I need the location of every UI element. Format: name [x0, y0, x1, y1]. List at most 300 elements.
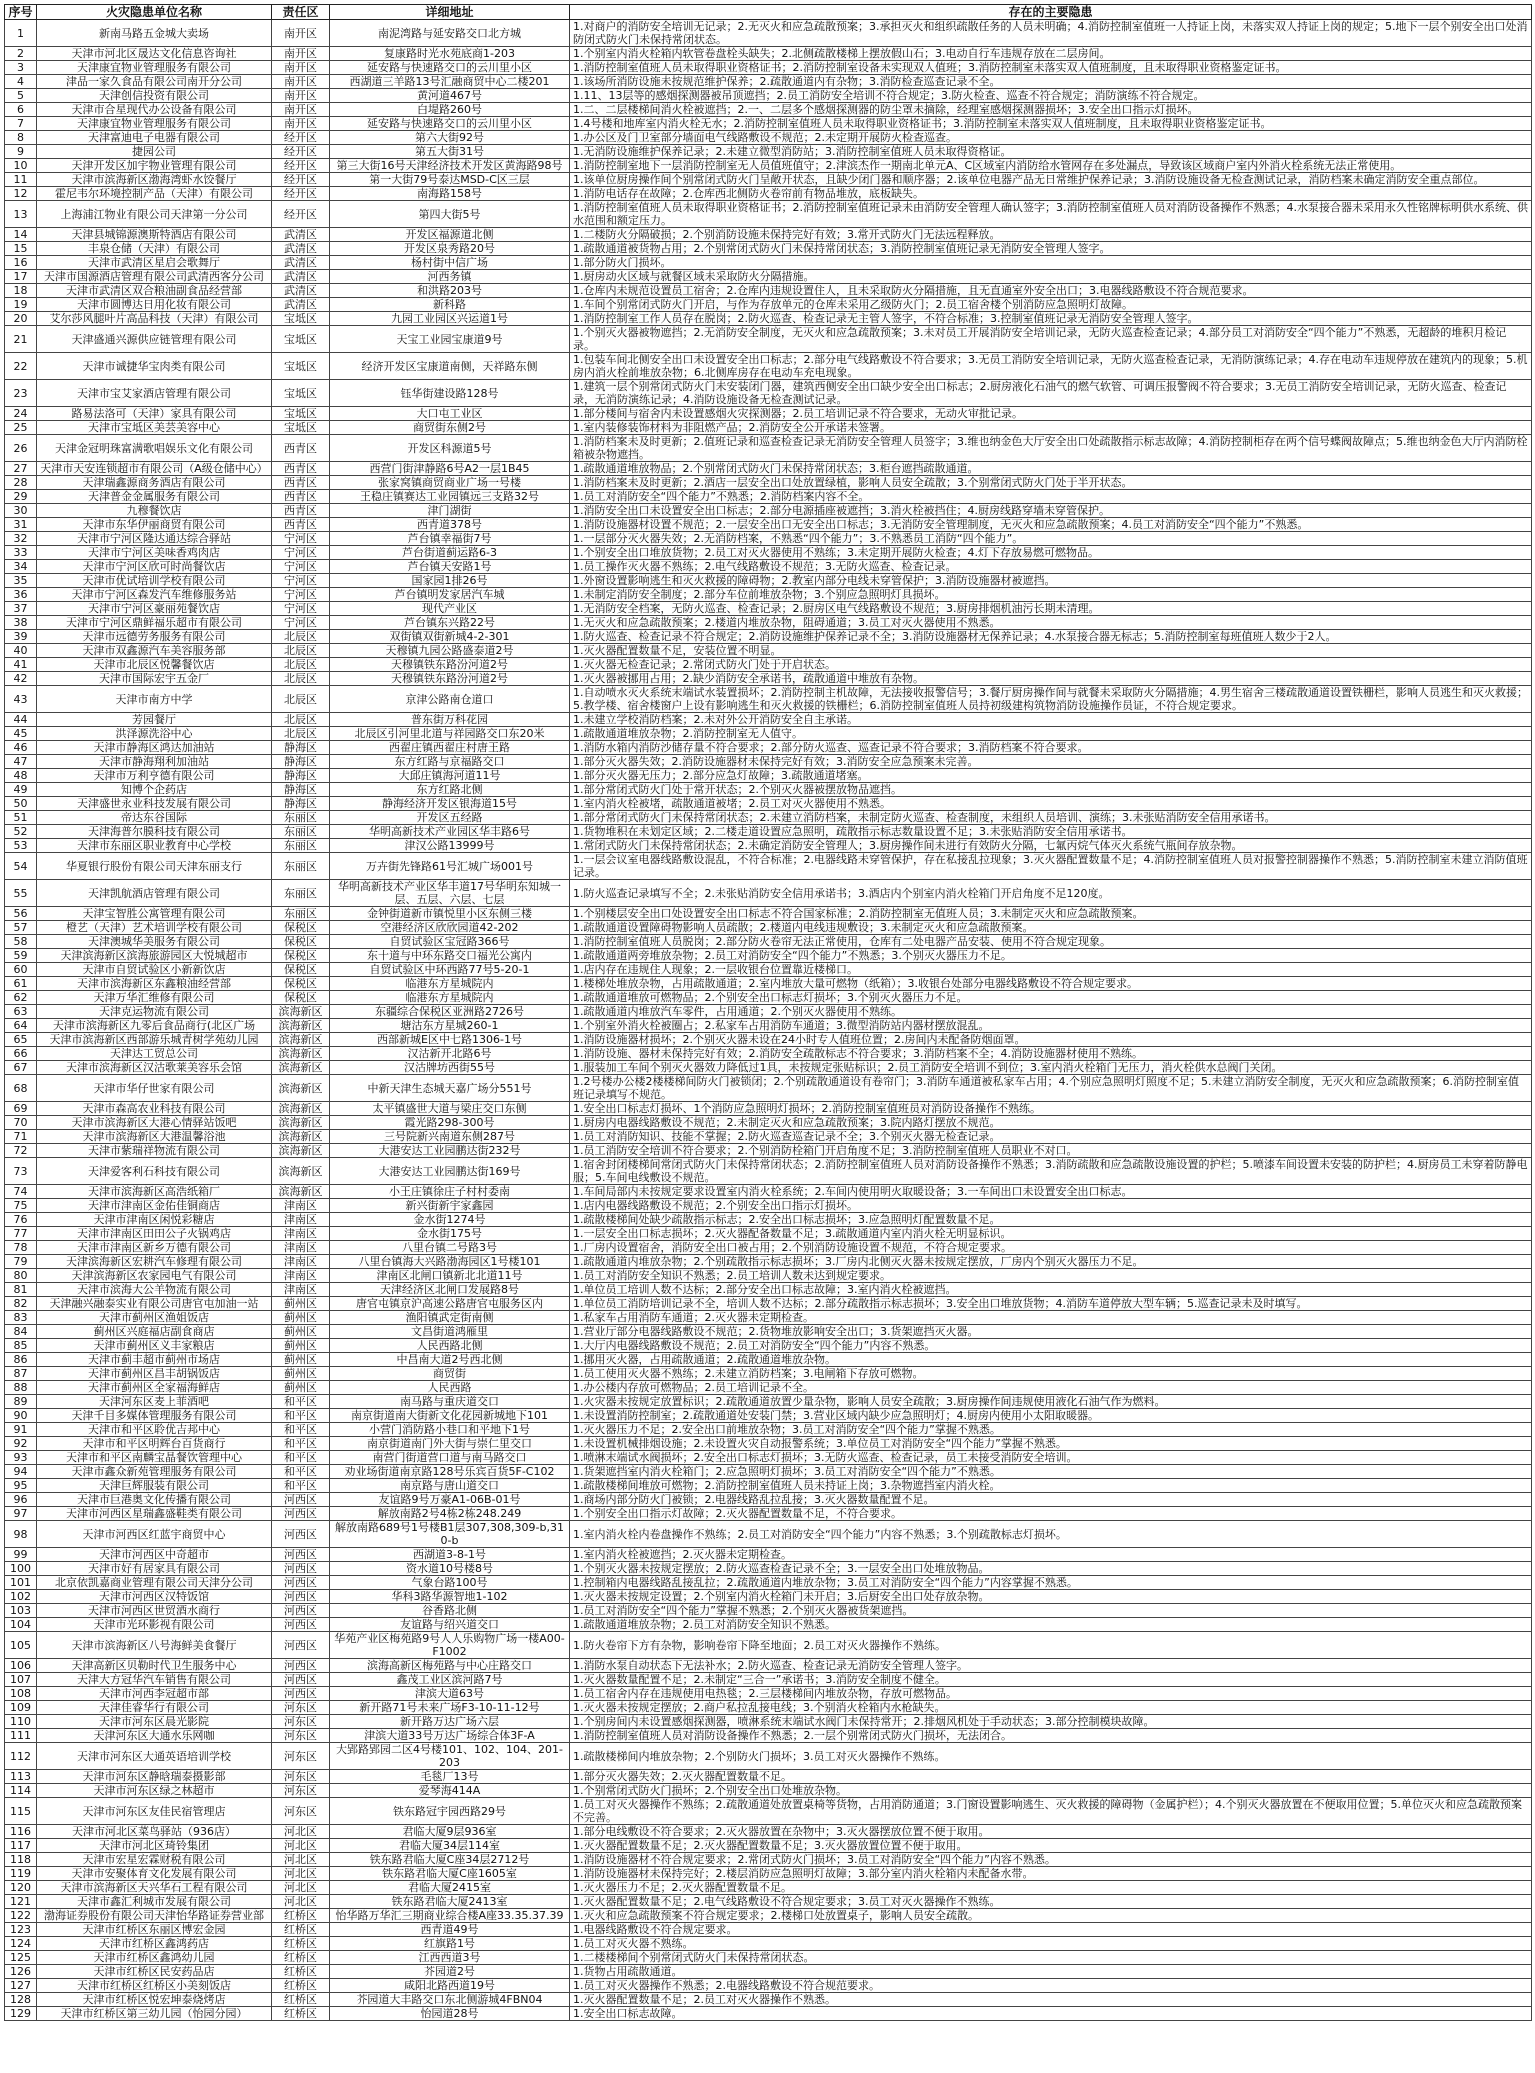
cell-district: 滨海新区	[272, 1130, 330, 1144]
cell-serial: 93	[5, 1451, 37, 1465]
cell-district: 和平区	[272, 1423, 330, 1437]
cell-unit-name: 天津市鑫汇利城市发展有限公司	[37, 1895, 272, 1909]
cell-unit-name: 天津市河东区晨光影院	[37, 1715, 272, 1729]
cell-address: 第一大街79号泰达MSD-C区三层	[330, 173, 570, 187]
cell-serial: 69	[5, 1102, 37, 1116]
cell-address: 霞光路298-300号	[330, 1116, 570, 1130]
table-row	[5, 1102, 1532, 1116]
cell-address: 天穆镇九园公路盛泰道2号	[330, 644, 570, 658]
cell-hazards: 1.办公区及门卫室部分墙面电气线路敷设不规范；2.未定期开展防火检查巡查。	[570, 131, 1532, 145]
cell-hazards: 1.未制定消防安全制度；2.部分车位前堆放杂物；3.个别应急照明灯具损坏。	[570, 588, 1532, 602]
cell-district: 宁河区	[272, 532, 330, 546]
cell-unit-name: 九穆餐饮店	[37, 504, 272, 518]
cell-unit-name: 天津市万利亨德有限公司	[37, 769, 272, 783]
cell-unit-name: 天津市紫瑞祥物流有限公司	[37, 1144, 272, 1158]
cell-hazards: 1.营业厅部分电器线路敷设不规范；2.货物堆放影响安全出口；3.货架遮挡灭火器。	[570, 1325, 1532, 1339]
cell-district: 西青区	[272, 462, 330, 476]
table-row	[5, 61, 1532, 75]
cell-serial: 10	[5, 159, 37, 173]
cell-unit-name: 天津市和平区南麟宝晶餐饮管理中心	[37, 1451, 272, 1465]
cell-district: 河北区	[272, 1825, 330, 1839]
table-row	[5, 270, 1532, 284]
table-row	[5, 435, 1532, 462]
cell-unit-name: 天津市河东区绿之林超市	[37, 1784, 272, 1798]
cell-serial: 92	[5, 1437, 37, 1451]
cell-unit-name: 天津市红桥区东丽区博宏金园	[37, 1923, 272, 1937]
table-row	[5, 907, 1532, 921]
cell-unit-name: 新南马路五金城大卖场	[37, 20, 272, 47]
cell-address: 气象台路100号	[330, 1576, 570, 1590]
cell-district: 经开区	[272, 131, 330, 145]
table-row	[5, 1770, 1532, 1784]
cell-district: 南开区	[272, 75, 330, 89]
header-row	[5, 5, 1532, 20]
cell-district: 北辰区	[272, 658, 330, 672]
cell-district: 红桥区	[272, 1993, 330, 2007]
cell-district: 滨海新区	[272, 1033, 330, 1047]
cell-unit-name: 天津河东区麦上菲酒吧	[37, 1395, 272, 1409]
cell-serial: 51	[5, 811, 37, 825]
cell-unit-name: 天津金冠明珠富满歌唱娱乐文化有限公司	[37, 435, 272, 462]
cell-hazards: 1.疏散楼梯间堆放可燃物；2.消防控制室值班人员未持证上岗；3.杂物遮挡室内消火栓。	[570, 1479, 1532, 1493]
cell-unit-name: 天津县城锦源澳斯特酒店有限公司	[37, 228, 272, 242]
table-row	[5, 797, 1532, 811]
cell-address: 开发区泉秀路20号	[330, 242, 570, 256]
table-row	[5, 1659, 1532, 1673]
cell-unit-name: 天津市武清区星启会歌舞厅	[37, 256, 272, 270]
cell-hazards: 1.疏散通道被货物占用；2.个别常闭式防火门未保持常闭状态；3.消防控制室值班记录无消防安全管理人签字。	[570, 242, 1532, 256]
cell-hazards: 1.该场所消防设施未按规范维护保养；2.疏散通道内有杂物；3.消防检查巡查记录不全。	[570, 75, 1532, 89]
table-row	[5, 131, 1532, 145]
cell-unit-name: 天津市滨海新区高浩纸箱厂	[37, 1185, 272, 1199]
cell-serial: 35	[5, 574, 37, 588]
cell-address: 新兴街新宇家鑫园	[330, 1199, 570, 1213]
cell-district: 保税区	[272, 949, 330, 963]
cell-hazards: 1.车间局部内未按规定要求设置室内消火栓系统；2.车间内使用明火取暖设备；3.一车间出口未设置安全出口标志。	[570, 1185, 1532, 1199]
cell-district: 南开区	[272, 20, 330, 47]
cell-hazards: 1.室内消火栓被堵，疏散通道被堵；2.员工对灭火器使用不熟悉。	[570, 797, 1532, 811]
table-row	[5, 546, 1532, 560]
cell-serial: 122	[5, 1909, 37, 1923]
cell-unit-name: 天津市津南区新乡万德有限公司	[37, 1241, 272, 1255]
table-row	[5, 228, 1532, 242]
cell-address: 友谊路9号万豪A1-06B-01号	[330, 1493, 570, 1507]
cell-address: 东十道与中环东路交口福光公寓内	[330, 949, 570, 963]
cell-address: 铁东路君临大厦C座34层2712号	[330, 1853, 570, 1867]
cell-district: 北辰区	[272, 630, 330, 644]
cell-unit-name: 天津海普尔膜科技有限公司	[37, 825, 272, 839]
cell-address: 东疆综合保税区亚洲路2726号	[330, 1005, 570, 1019]
cell-serial: 64	[5, 1019, 37, 1033]
cell-unit-name: 天津千目多媒体管理服务有限公司	[37, 1409, 272, 1423]
cell-unit-name: 天津市红桥区悦宏坤泰烧烤店	[37, 1993, 272, 2007]
cell-serial: 1	[5, 20, 37, 47]
header-hazards: 存在的主要隐患	[570, 5, 1532, 20]
cell-hazards: 1.消防控制室地下一层消防控制室无人员值班值守；2.津滨杰作一期南北单元A、C区域室内消防给水管网存在多处漏点，导致该区域商户室内外消火栓系统无法正常使用。	[570, 159, 1532, 173]
table-row	[5, 1325, 1532, 1339]
table-row	[5, 1144, 1532, 1158]
cell-serial: 45	[5, 727, 37, 741]
table-row	[5, 880, 1532, 907]
cell-unit-name: 天津市蓟州区义丰家粮店	[37, 1339, 272, 1353]
cell-hazards: 1.单位员工消防培训记录不全，培训人数不达标；2.部分疏散指示标志损坏；3.安全出口堆放货物；4.消防车道停放大型车辆；5.巡查记录未及时填写。	[570, 1297, 1532, 1311]
cell-district: 河西区	[272, 1562, 330, 1576]
cell-hazards: 1.未设置机械排烟设施；2.未设置火灾自动报警系统；3.单位员工对消防安全“四个能力”掌握不熟悉。	[570, 1437, 1532, 1451]
cell-district: 保税区	[272, 991, 330, 1005]
cell-district: 红桥区	[272, 1923, 330, 1937]
cell-unit-name: 艾尔莎风腿叶片高品科技（天津）有限公司	[37, 312, 272, 326]
cell-hazards: 1.室内消火栓内卷盘操作不熟练；2.员工对消防安全“四个能力”内容不熟悉；3.个别疏散标志灯损坏。	[570, 1521, 1532, 1548]
cell-serial: 124	[5, 1937, 37, 1951]
cell-district: 西青区	[272, 490, 330, 504]
header-district: 责任区	[272, 5, 330, 20]
cell-district: 西青区	[272, 435, 330, 462]
cell-district: 和平区	[272, 1465, 330, 1479]
cell-hazards: 1.建筑一层个别常闭式防火门未安装闭门器，建筑西侧安全出口缺少安全出口标志；2.厨房液化石油气的燃气软管、可调压报警阀不符合要求；3.无员工消防安全培训记录，无防火巡查、检查记录，无消防演练记录；4.消防设施设备无检查测试记录。	[570, 380, 1532, 407]
cell-district: 河北区	[272, 1853, 330, 1867]
hazard-table	[4, 4, 1532, 2021]
cell-address: 西湖道3-8-1号	[330, 1548, 570, 1562]
table-row	[5, 963, 1532, 977]
table-row	[5, 1604, 1532, 1618]
cell-serial: 68	[5, 1075, 37, 1102]
cell-district: 北辰区	[272, 713, 330, 727]
cell-district: 武清区	[272, 242, 330, 256]
table-row	[5, 1185, 1532, 1199]
cell-district: 滨海新区	[272, 1158, 330, 1185]
cell-address: 第三大街16号天津经济技术开发区黄海路98号	[330, 159, 570, 173]
cell-hazards: 1.服装加工车间个别灭火器效力降低过1具，未按规定张贴标识；2.员工消防安全培训不到位；3.室内消火栓箱门无压力，消火栓供水总阀门关闭。	[570, 1061, 1532, 1075]
cell-hazards: 1.员工对消防知识、技能不掌握；2.防火巡查巡查记录不全；3.个别灭火器无检查记录。	[570, 1130, 1532, 1144]
cell-unit-name: 天津克运物流有限公司	[37, 1005, 272, 1019]
cell-unit-name: 天津市蓟州区渔姐饭店	[37, 1311, 272, 1325]
cell-unit-name: 天津市宁河区美味香鸡肉店	[37, 546, 272, 560]
table-row	[5, 1033, 1532, 1047]
cell-address: 南京街道南门外大街与崇仁里交口	[330, 1437, 570, 1451]
cell-unit-name: 天津市宁河区鼎鲜福乐超市有限公司	[37, 616, 272, 630]
cell-serial: 102	[5, 1590, 37, 1604]
cell-unit-name: 天津市河北区琦铃集团	[37, 1839, 272, 1853]
cell-address: 江西西道3号	[330, 1951, 570, 1965]
cell-address: 君临大厦34层114室	[330, 1839, 570, 1853]
cell-serial: 47	[5, 755, 37, 769]
table-row	[5, 921, 1532, 935]
cell-hazards: 1.疏散通道内堆放杂物；2.个别疏散指示标志损坏；3.厂房内北侧灭火器未按规定摆放，厂房内个别灭火器压力不足。	[570, 1255, 1532, 1269]
cell-district: 河西区	[272, 1548, 330, 1562]
cell-address: 黄河道467号	[330, 89, 570, 103]
cell-district: 蓟州区	[272, 1367, 330, 1381]
cell-address: 西湖道三羊路13号汇融商贸中心二楼201	[330, 75, 570, 89]
table-row	[5, 755, 1532, 769]
cell-unit-name: 天津普金金属服务有限公司	[37, 490, 272, 504]
cell-unit-name: 天津市滨海新区大港心情驿站饭吧	[37, 1116, 272, 1130]
cell-address: 唐官屯镇京沪高速公路唐官屯服务区内	[330, 1297, 570, 1311]
cell-address: 八里台镇二号路3号	[330, 1241, 570, 1255]
cell-serial: 79	[5, 1255, 37, 1269]
cell-serial: 41	[5, 658, 37, 672]
cell-district: 经开区	[272, 145, 330, 159]
cell-district: 津南区	[272, 1241, 330, 1255]
cell-district: 河西区	[272, 1673, 330, 1687]
cell-serial: 101	[5, 1576, 37, 1590]
cell-hazards: 1.厂房内设置宿舍，消防安全出口被占用；2.个别消防设施设置不规范，不符合规定要求。	[570, 1241, 1532, 1255]
cell-address: 自贸试验区中环西路77号5-20-1	[330, 963, 570, 977]
cell-district: 和平区	[272, 1395, 330, 1409]
cell-unit-name: 天津市红桥区民安药品店	[37, 1965, 272, 1979]
cell-hazards: 1.灭火和应急疏散预案不符合规定要求；2.楼梯口处放置桌子，影响人员安全疏散。	[570, 1909, 1532, 1923]
cell-serial: 3	[5, 61, 37, 75]
cell-district: 河西区	[272, 1618, 330, 1632]
cell-district: 宁河区	[272, 546, 330, 560]
table-row	[5, 1701, 1532, 1715]
cell-unit-name: 天津市北辰区悦馨餐饮店	[37, 658, 272, 672]
cell-district: 南开区	[272, 89, 330, 103]
cell-serial: 75	[5, 1199, 37, 1213]
cell-address: 小营门消防路小巷口和平地下1号	[330, 1423, 570, 1437]
cell-unit-name: 天津市红桥区第三幼儿园（怡园分园）	[37, 2007, 272, 2021]
table-row	[5, 672, 1532, 686]
cell-serial: 74	[5, 1185, 37, 1199]
table-row	[5, 1798, 1532, 1825]
cell-hazards: 1.员工使用灭火器不熟练；2.未建立消防档案；3.电闸箱下存放可燃物。	[570, 1367, 1532, 1381]
cell-hazards: 1.无消防安全档案，无防火巡查、检查记录；2.厨房区电气线路敷设不规范；3.厨房排烟机油污长期未清理。	[570, 602, 1532, 616]
cell-district: 滨海新区	[272, 1061, 330, 1075]
cell-address: 金水街1274号	[330, 1213, 570, 1227]
cell-serial: 46	[5, 741, 37, 755]
cell-unit-name: 路易法洛可（天津）家具有限公司	[37, 407, 272, 421]
cell-hazards: 1.宿舍封闭楼梯间常闭式防火门未保持常闭状态；2.消防控制室值班人员对消防设备操作不熟悉；3.消防疏散和应急疏散设施设置的护栏；5.喷漆车间设置未安装的防护栏；4.厨房员工未穿着防静电服；5.车间电线敷设不规范。	[570, 1158, 1532, 1185]
cell-unit-name: 天津市安聚体育文化发展有限公司	[37, 1867, 272, 1881]
cell-district: 东丽区	[272, 880, 330, 907]
cell-unit-name: 天津澳城华美服务有限公司	[37, 935, 272, 949]
cell-serial: 6	[5, 103, 37, 117]
cell-unit-name: 天津市武清区双合粮油副食品经营部	[37, 284, 272, 298]
table-row	[5, 1895, 1532, 1909]
cell-district: 静海区	[272, 783, 330, 797]
cell-district: 津南区	[272, 1269, 330, 1283]
table-row	[5, 853, 1532, 880]
table-row	[5, 201, 1532, 228]
cell-unit-name: 帝达东谷国际	[37, 811, 272, 825]
cell-hazards: 1.疏散通道堆放可燃物品；2.个别安全出口标志灯损坏；3.个别灭火器压力不足。	[570, 991, 1532, 1005]
cell-serial: 105	[5, 1632, 37, 1659]
table-row	[5, 686, 1532, 713]
cell-serial: 50	[5, 797, 37, 811]
cell-address: 现代产业区	[330, 602, 570, 616]
cell-hazards: 1.对商户的消防安全培训无记录；2.无灭火和应急疏散预案；3.承担灭火和组织疏散任务的人员未明确；4.消防控制室值班一人持证上岗，未落实双人持证上岗的规定；5.地下一层个别安全出口处消防闭式防火门未保持常闭状态。	[570, 20, 1532, 47]
cell-hazards: 1.个别房间内未设置感烟探测器，喷淋系统末端试水阀门未保持常开；2.排烟风机处于手动状态；3.部分控制模块故障。	[570, 1715, 1532, 1729]
cell-unit-name: 天津市滨海新区天兴华石工程有限公司	[37, 1881, 272, 1895]
cell-unit-name: 天津市河西区星瑞鑫盛鞋类有限公司	[37, 1507, 272, 1521]
cell-address: 友谊路与绍兴道交口	[330, 1618, 570, 1632]
cell-address: 双街镇双街新城4-2-301	[330, 630, 570, 644]
cell-hazards: 1.灭火器配置数量不足，安装位置不明显。	[570, 644, 1532, 658]
cell-district: 和平区	[272, 1409, 330, 1423]
cell-hazards: 1.部分楼间与宿舍内未设置感烟火灾探测器；2.员工培训记录不符合要求，无动火审批记录。	[570, 407, 1532, 421]
cell-hazards: 1.员工对灭火器不熟练。	[570, 1937, 1532, 1951]
table-row	[5, 1965, 1532, 1979]
cell-unit-name: 天津市滨海新区八号海鲜美食餐厅	[37, 1632, 272, 1659]
cell-serial: 95	[5, 1479, 37, 1493]
cell-district: 河东区	[272, 1784, 330, 1798]
cell-hazards: 1.店内电器线路敷设不规范；2.个别安全出口指示灯损坏。	[570, 1199, 1532, 1213]
cell-serial: 21	[5, 326, 37, 353]
cell-serial: 55	[5, 880, 37, 907]
cell-district: 河北区	[272, 1839, 330, 1853]
cell-hazards: 1.员工消防安全培训不符合要求；2.个别消防栓箱门开启角度不足；3.消防控制室值班人员职业不对口。	[570, 1144, 1532, 1158]
table-row	[5, 1269, 1532, 1283]
cell-unit-name: 天津河东区大通水乐网咖	[37, 1729, 272, 1743]
cell-address: 大港安达工业园鹏达街169号	[330, 1158, 570, 1185]
cell-address: 复康路时光水苑底商1-203	[330, 47, 570, 61]
table-row	[5, 574, 1532, 588]
cell-district: 津南区	[272, 1199, 330, 1213]
cell-serial: 44	[5, 713, 37, 727]
cell-address: 西青道49号	[330, 1923, 570, 1937]
cell-serial: 91	[5, 1423, 37, 1437]
cell-address: 华科3路华源智地1-102	[330, 1590, 570, 1604]
cell-unit-name: 天津滨海新区农家园电气有限公司	[37, 1269, 272, 1283]
table-row	[5, 117, 1532, 131]
cell-serial: 23	[5, 380, 37, 407]
cell-address: 铁东路君临大厦C座1605室	[330, 1867, 570, 1881]
cell-serial: 52	[5, 825, 37, 839]
cell-district: 宁河区	[272, 574, 330, 588]
table-row	[5, 89, 1532, 103]
header-unit-name: 火灾隐患单位名称	[37, 5, 272, 20]
cell-unit-name: 天津市华仔世家有限公司	[37, 1075, 272, 1102]
cell-district: 蓟州区	[272, 1297, 330, 1311]
table-row	[5, 1632, 1532, 1659]
cell-district: 南开区	[272, 47, 330, 61]
cell-hazards: 1.二楼楼梯间个别常闭式防火门未保持常闭状态。	[570, 1951, 1532, 1965]
cell-serial: 2	[5, 47, 37, 61]
cell-serial: 28	[5, 476, 37, 490]
cell-address: 怡园道28号	[330, 2007, 570, 2021]
cell-serial: 18	[5, 284, 37, 298]
cell-district: 东丽区	[272, 811, 330, 825]
cell-hazards: 1.灭火器压力不足；2.灭火器配置数量不足。	[570, 1881, 1532, 1895]
cell-hazards: 1.部分灭火器失效；2.灭火器配置数量不足。	[570, 1770, 1532, 1784]
cell-hazards: 1.消防电话存在故障；2.仓库西北侧防火卷帘前有物品堆放，底板缺失。	[570, 187, 1532, 201]
cell-unit-name: 天津市南方中学	[37, 686, 272, 713]
cell-serial: 88	[5, 1381, 37, 1395]
cell-hazards: 1.外窗设置影响逃生和灭火救援的障碍物；2.教室内部分电线未穿管保护；3.消防设施器材被遮挡。	[570, 574, 1532, 588]
cell-serial: 40	[5, 644, 37, 658]
cell-address: 商贸街	[330, 1367, 570, 1381]
cell-address: 津南区北闸口镇新北北道11号	[330, 1269, 570, 1283]
cell-unit-name: 天津市河东区静晗瑞泰摄影部	[37, 1770, 272, 1784]
cell-district: 南开区	[272, 117, 330, 131]
cell-district: 宁河区	[272, 616, 330, 630]
cell-hazards: 1.消防档案未及时更新；2.酒店一层安全出口处放置绿植，影响人员安全疏散；3.个别常闭式防火门处于半开状态。	[570, 476, 1532, 490]
cell-hazards: 1.火灾器未按规定放置标识；2.疏散通道放置少量杂物，影响人员安全疏散；3.厨房操作间违规使用液化石油气作为燃料。	[570, 1395, 1532, 1409]
cell-district: 津南区	[272, 1283, 330, 1297]
table-row	[5, 1839, 1532, 1853]
table-row	[5, 1019, 1532, 1033]
cell-serial: 22	[5, 353, 37, 380]
cell-unit-name: 天津盛世永业科技发展有限公司	[37, 797, 272, 811]
cell-serial: 62	[5, 991, 37, 1005]
cell-district: 武清区	[272, 270, 330, 284]
table-row	[5, 1297, 1532, 1311]
cell-hazards: 1.灭火器配置数量不足；2.灭火器配置数量不足；3.灭火器放置位置不便于取用。	[570, 1839, 1532, 1853]
cell-hazards: 1.灭火器未按规定设置；2.个别室内消火栓箱门未开启；3.后厨安全出口处存放杂物。	[570, 1590, 1532, 1604]
cell-hazards: 1.室内消火栓被遮挡；2.灭火器未定期检查。	[570, 1548, 1532, 1562]
cell-district: 宁河区	[272, 602, 330, 616]
cell-serial: 98	[5, 1521, 37, 1548]
cell-unit-name: 天津市国源酒店管理有限公司武清西客分公司	[37, 270, 272, 284]
table-row	[5, 462, 1532, 476]
cell-hazards: 1.厨房内电器线路敷设不规范；2.未制定灭火和应急疏散预案；3.院内路灯摆放不规范。	[570, 1116, 1532, 1130]
cell-unit-name: 天津万华汇维修有限公司	[37, 991, 272, 1005]
cell-address: 芥园道2号	[330, 1965, 570, 1979]
cell-hazards: 1.灭火器配置数量不足；2.电气线路敷设不符合规定要求；3.员工对灭火器操作不熟练。	[570, 1895, 1532, 1909]
cell-hazards: 1.员工操作灭火器不熟练；2.电气线路敷设不规范；3.无防火巡查、检查记录。	[570, 560, 1532, 574]
cell-address: 解放南路2号4栋2栋248.249	[330, 1507, 570, 1521]
cell-unit-name: 橙艺（天津）艺术培训学校有限公司	[37, 921, 272, 935]
cell-address: 八里台镇海大兴路渤海园区1号楼101	[330, 1255, 570, 1269]
cell-address: 华明高新技术产业区华丰道17号华明东知城一层、五层、六层、七层	[330, 880, 570, 907]
cell-serial: 120	[5, 1881, 37, 1895]
cell-serial: 32	[5, 532, 37, 546]
cell-hazards: 1.消防设施、器材未保持完好有效；2.消防安全疏散标志不符合要求；3.消防档案不全；4.消防设施器材使用不熟练。	[570, 1047, 1532, 1061]
cell-district: 河西区	[272, 1521, 330, 1548]
cell-serial: 111	[5, 1729, 37, 1743]
cell-address: 中昌南大道2号西北侧	[330, 1353, 570, 1367]
cell-hazards: 1.员工对消防安全“四个能力”掌握不熟悉；2.个别灭火器被货架遮挡。	[570, 1604, 1532, 1618]
table-row	[5, 1075, 1532, 1102]
cell-serial: 17	[5, 270, 37, 284]
cell-serial: 27	[5, 462, 37, 476]
cell-serial: 129	[5, 2007, 37, 2021]
cell-district: 武清区	[272, 256, 330, 270]
cell-address: 延安路与快速路交口的云川里小区	[330, 61, 570, 75]
cell-address: 君临大厦2415室	[330, 1881, 570, 1895]
cell-unit-name: 天津市宁河区豪丽苑餐饮店	[37, 602, 272, 616]
cell-address: 河西务镇	[330, 270, 570, 284]
cell-unit-name: 天津巨辉服装有限公司	[37, 1479, 272, 1493]
cell-district: 静海区	[272, 755, 330, 769]
cell-unit-name: 天津市合星现代办公设备有限公司	[37, 103, 272, 117]
cell-unit-name: 天津市诚捷华宝肉类有限公司	[37, 353, 272, 380]
cell-hazards: 1.2号楼办公楼2楼楼梯间防火门被锁闭；2.个别疏散通道设有卷帘门；3.消防车通道被私家车占用；4.个别应急照明灯照度不足；5.未建立消防安全制度，无灭火和应急疏散预案；6.消防控制室值班记录填写不规范。	[570, 1075, 1532, 1102]
cell-serial: 53	[5, 839, 37, 853]
cell-hazards: 1.个别楼层安全出口处设置安全出口标志不符合国家标准；2.消防控制室无值班人员；3.未制定灭火和应急疏散预案。	[570, 907, 1532, 921]
cell-serial: 19	[5, 298, 37, 312]
cell-hazards: 1.消防控制室值班人员对消防设备操作不熟悉；2.一层个别常闭式防火门损坏，无法闭合。	[570, 1729, 1532, 1743]
cell-district: 河东区	[272, 1743, 330, 1770]
cell-district: 滨海新区	[272, 1116, 330, 1130]
cell-unit-name: 洪泽源洗浴中心	[37, 727, 272, 741]
cell-serial: 118	[5, 1853, 37, 1867]
cell-unit-name: 天津瑞鑫源商务酒店有限公司	[37, 476, 272, 490]
cell-serial: 20	[5, 312, 37, 326]
cell-district: 滨海新区	[272, 1005, 330, 1019]
cell-address: 红旗路1号	[330, 1937, 570, 1951]
cell-serial: 113	[5, 1770, 37, 1784]
table-row	[5, 949, 1532, 963]
cell-serial: 77	[5, 1227, 37, 1241]
cell-address: 国家园1排26号	[330, 574, 570, 588]
cell-district: 宝坻区	[272, 380, 330, 407]
cell-address: 文昌街道鸿雁里	[330, 1325, 570, 1339]
cell-district: 北辰区	[272, 644, 330, 658]
cell-district: 宝坻区	[272, 353, 330, 380]
cell-district: 经开区	[272, 159, 330, 173]
cell-hazards: 1.办公楼内存放可燃物品；2.员工培训记录不全。	[570, 1381, 1532, 1395]
cell-hazards: 1.部分常闭式防火门处于常开状态；2.个别灭火器被摆放物品遮挡。	[570, 783, 1532, 797]
